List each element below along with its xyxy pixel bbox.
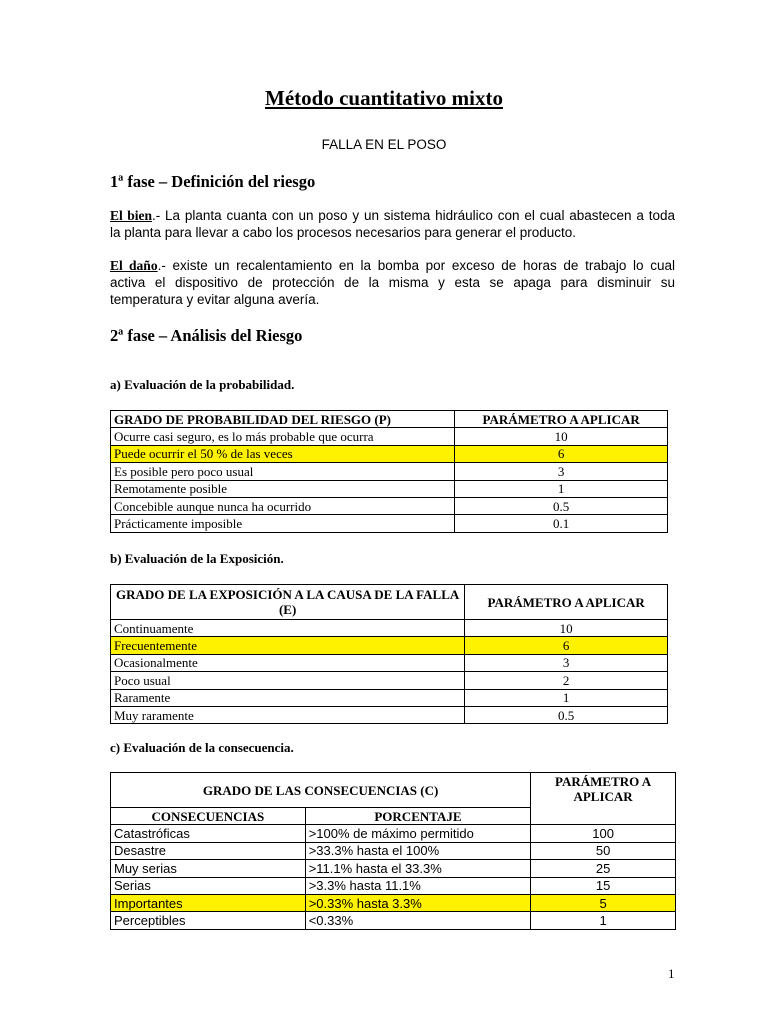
table-row bbox=[111, 860, 676, 877]
page-number: 1 bbox=[668, 966, 675, 981]
exposure-value: 2 bbox=[465, 672, 668, 689]
bien-line-2: la planta para llevar a cabo los procesos necesarios para generar el producto. bbox=[110, 225, 577, 240]
dano-label: El daño bbox=[110, 258, 158, 273]
table-row bbox=[111, 689, 668, 706]
percentage-subheader: PORCENTAJE bbox=[305, 808, 530, 825]
bien-label: El bien bbox=[110, 208, 152, 223]
table-row bbox=[111, 480, 668, 497]
consequence-value: 1 bbox=[531, 912, 676, 929]
table-row bbox=[111, 912, 676, 929]
probability-value: 3 bbox=[455, 463, 668, 480]
exposure-heading: b) Evaluación de la Exposición. bbox=[110, 551, 284, 566]
exposure-value: 1 bbox=[465, 689, 668, 706]
table-header-row bbox=[111, 585, 668, 620]
table-row-highlighted bbox=[111, 445, 668, 462]
bien-line-1 bbox=[110, 207, 675, 224]
consequence-value: 5 bbox=[531, 894, 676, 911]
dano-text-1: .- existe un recalentamiento en la bomba por exceso de horas de trabajo lo cual bbox=[157, 258, 675, 273]
phase1-heading: 1ª fase – Definición del riesgo bbox=[110, 172, 316, 191]
consequence-percentage: <0.33% bbox=[305, 912, 530, 929]
table-row bbox=[111, 706, 668, 723]
probability-heading: a) Evaluación de la probabilidad. bbox=[110, 377, 295, 392]
consequence-label: Desastre bbox=[111, 842, 306, 859]
probability-col1-header: GRADO DE PROBABILIDAD DEL RIESGO (P) bbox=[111, 411, 455, 428]
table-row bbox=[111, 515, 668, 532]
consequence-value: 25 bbox=[531, 860, 676, 877]
dano-line-1 bbox=[110, 257, 675, 274]
table-row bbox=[111, 825, 676, 842]
probability-value: 10 bbox=[455, 428, 668, 445]
consequence-subheader: CONSECUENCIAS bbox=[111, 808, 306, 825]
exposure-value: 3 bbox=[465, 654, 668, 671]
consequence-label: Serias bbox=[111, 877, 306, 894]
table-row bbox=[111, 877, 676, 894]
consequence-value: 50 bbox=[531, 842, 676, 859]
consequence-label: Perceptibles bbox=[111, 912, 306, 929]
table-row-highlighted bbox=[111, 637, 668, 654]
exposure-label: Poco usual bbox=[111, 672, 465, 689]
consequence-table bbox=[110, 772, 676, 930]
probability-label: Ocurre casi seguro, es lo más probable que ocurra bbox=[111, 428, 455, 445]
probability-value: 1 bbox=[455, 480, 668, 497]
dano-line-3: temperatura y evitar alguna avería. bbox=[110, 292, 320, 307]
consequence-col1-header: GRADO DE LAS CONSECUENCIAS (C) bbox=[111, 773, 531, 808]
consequence-label: Importantes bbox=[111, 894, 306, 911]
probability-label: Remotamente posible bbox=[111, 480, 455, 497]
consequence-percentage: >11.1% hasta el 33.3% bbox=[305, 860, 530, 877]
probability-col2-header: PARÁMETRO A APLICAR bbox=[455, 411, 668, 428]
table-row bbox=[111, 428, 668, 445]
probability-value: 6 bbox=[455, 445, 668, 462]
consequence-percentage: >33.3% hasta el 100% bbox=[305, 842, 530, 859]
table-row bbox=[111, 463, 668, 480]
phase2-heading: 2ª fase – Análisis del Riesgo bbox=[110, 326, 303, 345]
exposure-table bbox=[110, 584, 668, 724]
consequence-percentage: >0.33% hasta 3.3% bbox=[305, 894, 530, 911]
probability-value: 0.5 bbox=[455, 497, 668, 514]
probability-value: 0.1 bbox=[455, 515, 668, 532]
exposure-value: 6 bbox=[465, 637, 668, 654]
exposure-col1-header: GRADO DE LA EXPOSICIÓN A LA CAUSA DE LA FALLA (E) bbox=[111, 585, 465, 620]
table-row bbox=[111, 654, 668, 671]
dano-line-2: activa el dispositivo de protección de la misma y esta se apaga para disminuir su bbox=[110, 275, 675, 290]
exposure-label: Raramente bbox=[111, 689, 465, 706]
consequence-value: 100 bbox=[531, 825, 676, 842]
exposure-label: Ocasionalmente bbox=[111, 654, 465, 671]
consequence-heading: c) Evaluación de la consecuencia. bbox=[110, 740, 294, 755]
table-row bbox=[111, 497, 668, 514]
bien-paragraph bbox=[110, 207, 675, 241]
document-subtitle: FALLA EN EL POSO bbox=[321, 137, 447, 152]
exposure-label: Frecuentemente bbox=[111, 637, 465, 654]
probability-label: Puede ocurrir el 50 % de las veces bbox=[111, 445, 455, 462]
table-header-row bbox=[111, 773, 676, 808]
probability-table bbox=[110, 410, 668, 533]
exposure-col2-header: PARÁMETRO A APLICAR bbox=[465, 585, 668, 620]
probability-label: Es posible pero poco usual bbox=[111, 463, 455, 480]
exposure-label: Continuamente bbox=[111, 620, 465, 637]
document-title: Método cuantitativo mixto bbox=[265, 86, 503, 110]
consequence-value: 15 bbox=[531, 877, 676, 894]
table-row bbox=[111, 842, 676, 859]
consequence-col2-header: PARÁMETRO A APLICAR bbox=[531, 773, 676, 825]
consequence-label: Catastróficas bbox=[111, 825, 306, 842]
exposure-value: 0.5 bbox=[465, 706, 668, 723]
consequence-label: Muy serias bbox=[111, 860, 306, 877]
table-header-row bbox=[111, 411, 668, 428]
consequence-percentage: >100% de máximo permitido bbox=[305, 825, 530, 842]
bien-text-1: .- La planta cuanta con un poso y un sistema hidráulico con el cual abastecen a toda bbox=[151, 208, 676, 223]
exposure-label: Muy raramente bbox=[111, 706, 465, 723]
probability-label: Concebible aunque nunca ha ocurrido bbox=[111, 497, 455, 514]
table-row bbox=[111, 672, 668, 689]
exposure-value: 10 bbox=[465, 620, 668, 637]
probability-label: Prácticamente imposible bbox=[111, 515, 455, 532]
consequence-percentage: >3.3% hasta 11.1% bbox=[305, 877, 530, 894]
table-row-highlighted bbox=[111, 894, 676, 911]
table-row bbox=[111, 620, 668, 637]
dano-paragraph bbox=[110, 257, 675, 308]
